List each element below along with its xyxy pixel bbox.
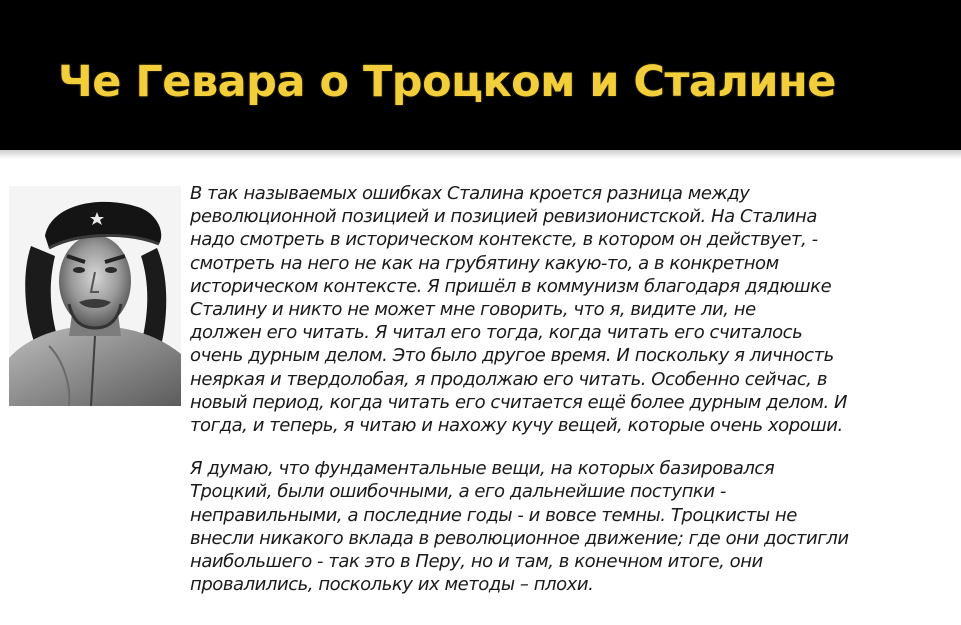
text-line: неяркая и твердолобая, я продолжаю его читать. Особенно сейчас, в	[190, 368, 827, 390]
text-line: тогда, и теперь, я читаю и нахожу кучу вещей, которые очень хороши.	[190, 415, 843, 437]
portrait-eye-right	[105, 267, 117, 273]
text-line: историческом контексте. Я пришёл в коммунизм благодаря дядюшке	[190, 275, 832, 297]
quote-paragraph-trotsky	[190, 457, 950, 596]
quote-paragraph-stalin	[190, 182, 950, 437]
portrait-face	[59, 235, 131, 327]
portrait-eye-left	[73, 267, 85, 273]
text-line: Я думаю, что фундаментальные вещи, на которых базировался	[190, 458, 775, 480]
header-divider	[0, 150, 961, 159]
text-line: должен его читать. Я читал его тогда, когда читать его считалось	[190, 322, 803, 344]
slide-title: Че Гевара о Троцком и Сталине	[58, 57, 836, 107]
text-line: очень дурным делом. Это было другое время. И поскольку я личность	[190, 345, 834, 367]
text-line: В так называемых ошибках Сталина кроется разница между	[190, 183, 750, 204]
text-line: Сталину и никто не может мне говорить, что я, видите ли, не	[190, 299, 756, 321]
text-line: провалились, поскольку их методы – плохи.	[190, 574, 594, 596]
text-line: наибольшего - так это в Перу, но и там, в конечном итоге, они	[190, 551, 763, 573]
text-line: внесли никакого вклада в революционное движение; где они достигли	[190, 527, 849, 549]
text-line: неправильными, а последние годы - и вовсе темны. Троцкисты не	[190, 504, 797, 526]
text-line: революционной позицией и позицией ревизионистской. На Сталина	[190, 206, 817, 228]
text-line: надо смотреть в историческом контексте, в котором он действует, -	[190, 229, 818, 251]
title-banner	[0, 0, 961, 150]
quote-text	[190, 182, 950, 596]
text-line: новый период, когда читать его считается ещё более дурным делом. И	[190, 391, 848, 413]
text-line: смотреть на него не как на грубятину какую-то, а в конкретном	[190, 252, 779, 274]
portrait-photo	[9, 186, 181, 406]
text-line: Троцкий, были ошибочными, а его дальнейшие поступки -	[190, 481, 726, 503]
